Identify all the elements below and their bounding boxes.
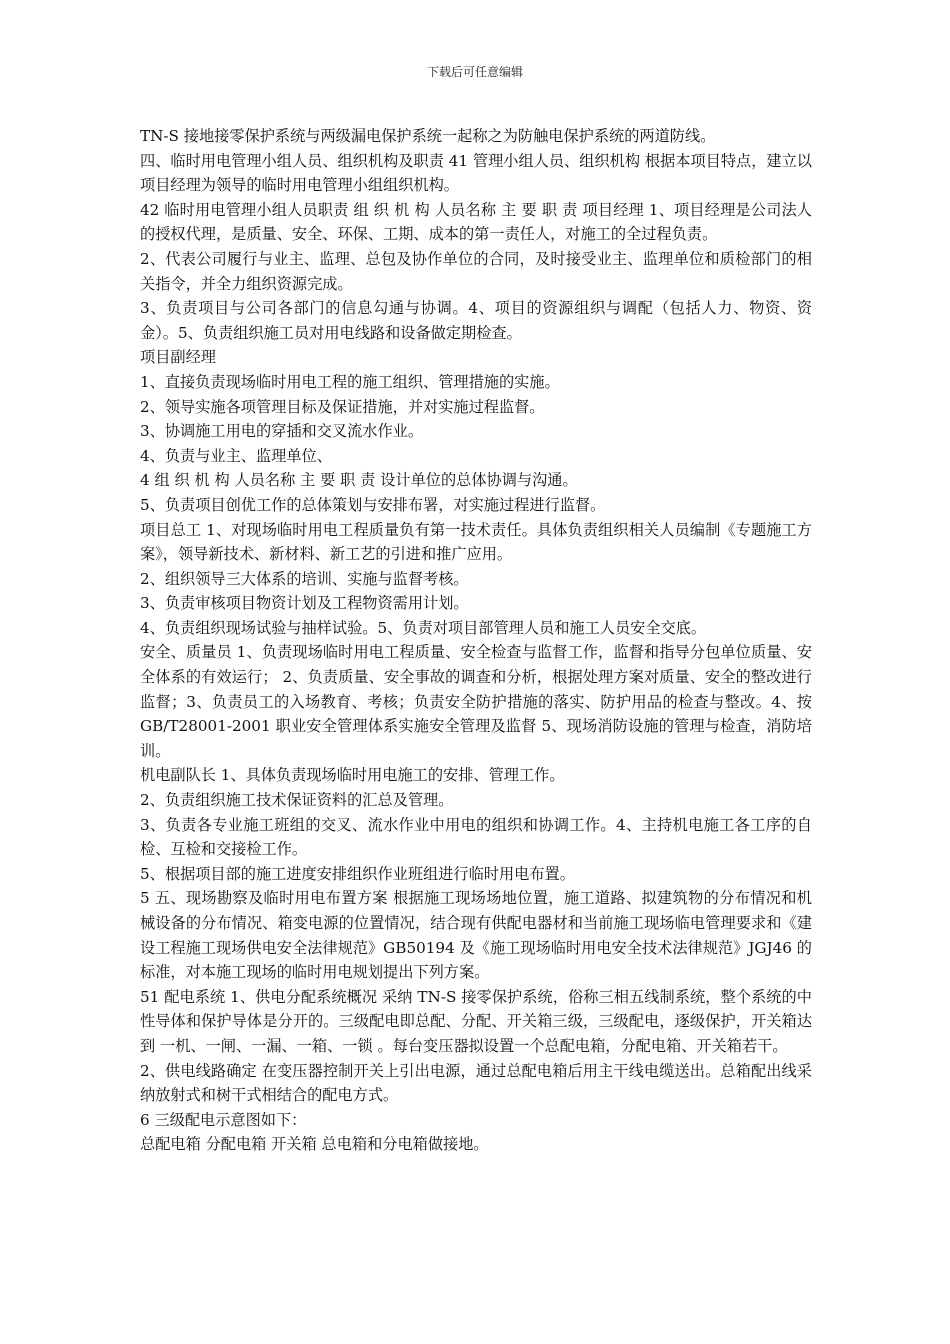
paragraph: 3、协调施工用电的穿插和交叉流水作业。	[140, 422, 424, 441]
paragraph: 4 组 织 机 构 人员名称 主 要 职 责 设计单位的总体协调与沟通。	[140, 471, 578, 490]
paragraph: 3、负责项目与公司各部门的信息勾通与协调。4、项目的资源组织与调配（包括人力、物资、资金）。5、负责组织施工员对用电线路和设备做定期检查。	[140, 299, 812, 342]
paragraph: 51 配电系统 1、供电分配系统概况 采纳 TN-S 接零保护系统，俗称三相五线制系统，整个系统的中性导体和保护导体是分开的。三级配电即总配、分配、开关箱三级，三级配电，逐级保护，开关箱达到 一机、一闸、一漏、一箱、一锁 。每台变压器拟设置一个总配电箱，分配电箱、开关箱若干。	[140, 987, 812, 1055]
paragraph: 5、负责项目创优工作的总体策划与安排布署，对实施过程进行监督。	[140, 495, 606, 514]
paragraph: 3、负责审核项目物资计划及工程物资需用计划。	[140, 594, 469, 613]
paragraph: 5、根据项目部的施工进度安排组织作业班组进行临时用电布置。	[140, 864, 575, 883]
paragraph: 安全、质量员 1、负责现场临时用电工程质量、安全检查与监督工作，监督和指导分包单位质量、安全体系的有效运行； 2、负责质量、安全事故的调查和分析，根据处理方案对质量、安全的整改进行监督；3、负责员工的入场教育、考核；负责安全防护措施的落实、防护用品的检查与整改。4、按 GB/T28001-2001 职业安全管理体系实施安全管理及监督 5、现场消防设施的管理与检查，消防培训。	[140, 643, 812, 760]
paragraph: 1、直接负责现场临时用电工程的施工组织、管理措施的实施。	[140, 372, 560, 391]
paragraph: 2、组织领导三大体系的培训、实施与监督考核。	[140, 569, 469, 588]
document-body	[140, 124, 812, 1157]
paragraph: 2、供电线路确定 在变压器控制开关上引出电源，通过总配电箱后用主干线电缆送出。总箱配出线采纳放射式和树干式相结合的配电方式。	[140, 1061, 812, 1105]
paragraph: 2、领导实施各项管理目标及保证措施，并对实施过程监督。	[140, 397, 545, 416]
paragraph: 项目副经理	[140, 348, 216, 367]
paragraph: 5 五、现场勘察及临时用电布置方案 根据施工现场场地位置，施工道路、拟建筑物的分布情况和机械设备的分布情况、箱变电源的位置情况，结合现有供配电器材和当前施工现场临电管理要求和《建设工程施工现场供电安全法律规范》GB50194 及《施工现场临时用电安全技术法律规范》JGJ46 的标准，对本施工现场的临时用电规划提出下列方案。	[140, 889, 812, 982]
paragraph: 4、负责组织现场试验与抽样试验。5、负责对项目部管理人员和施工人员安全交底。	[140, 618, 707, 637]
paragraph: 项目总工 1、对现场临时用电工程质量负有第一技术责任。具体负责组织相关人员编制《专题施工方案》，领导新技术、新材料、新工艺的引进和推广应用。	[140, 520, 812, 564]
paragraph: 四、临时用电管理小组人员、组织机构及职责 41 管理小组人员、组织机构 根据本项目特点，建立以项目经理为领导的临时用电管理小组组织机构。	[140, 151, 812, 195]
page-header: 下载后可任意编辑	[426, 65, 523, 79]
paragraph: 总配电箱 分配电箱 开关箱 总电箱和分电箱做接地。	[140, 1135, 489, 1154]
paragraph: 6 三级配电示意图如下：	[140, 1110, 307, 1129]
paragraph: 3、负责各专业施工班组的交叉、流水作业中用电的组织和协调工作。4、主持机电施工各工序的自检、互检和交接检工作。	[140, 815, 812, 859]
paragraph: 2、负责组织施工技术保证资料的汇总及管理。	[140, 791, 454, 810]
paragraph: TN-S 接地接零保护系统与两级漏电保护系统一起称之为防触电保护系统的两道防线。	[140, 127, 716, 145]
paragraph: 42 临时用电管理小组人员职责 组 织 机 构 人员名称 主 要 职 责 项目经理 1、项目经理是公司法人的授权代理，是质量、安全、环保、工期、成本的第一责任人，对施工的全过程负责。	[140, 200, 812, 244]
paragraph: 4、负责与业主、监理单位、	[140, 446, 332, 465]
paragraph: 机电副队长 1、具体负责现场临时用电施工的安排、管理工作。	[140, 766, 565, 785]
paragraph: 2、代表公司履行与业主、监理、总包及协作单位的合同，及时接受业主、监理单位和质检部门的相关指令，并全力组织资源完成。	[140, 249, 812, 293]
